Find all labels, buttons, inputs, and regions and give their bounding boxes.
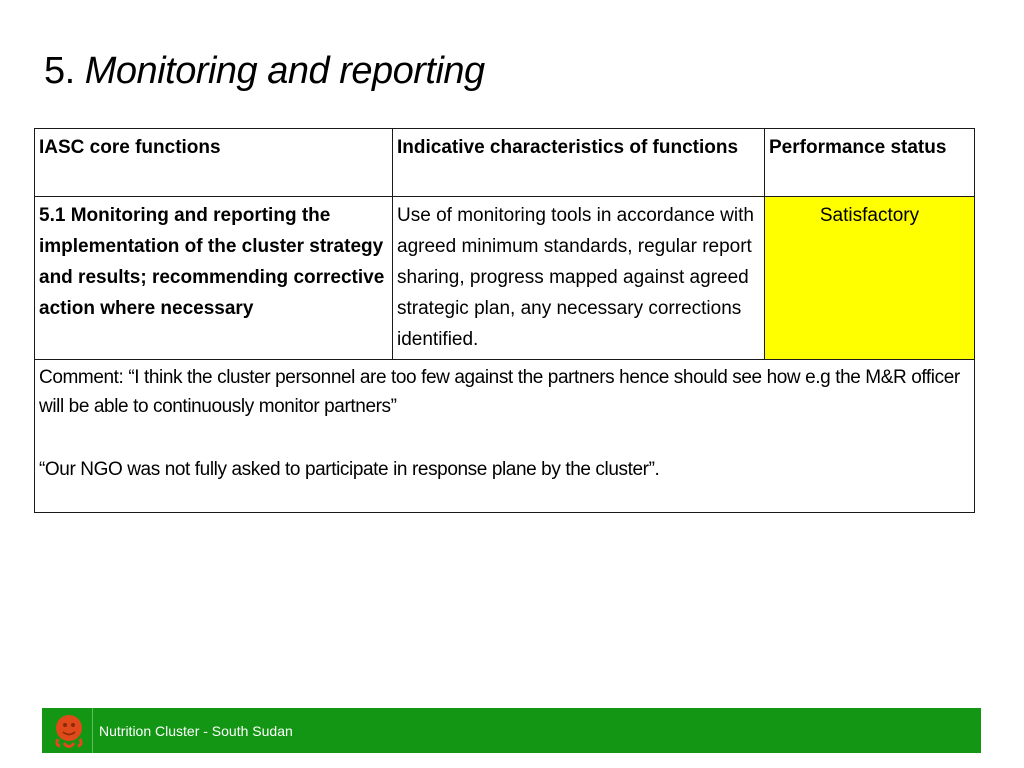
table-header-row bbox=[35, 129, 975, 197]
slide-title-text: Monitoring and reporting bbox=[84, 50, 485, 92]
header-indicative-characteristics: Indicative characteristics of functions bbox=[393, 129, 765, 197]
slide-number: 5. bbox=[44, 50, 75, 92]
functions-table bbox=[34, 128, 975, 513]
status-cell: Satisfactory bbox=[765, 197, 975, 360]
comment-text-2: “Our NGO was not fully asked to participate in response plane by the cluster”. bbox=[39, 459, 660, 480]
table-row bbox=[35, 197, 975, 360]
header-performance-status: Performance status bbox=[765, 129, 975, 197]
characteristics-cell: Use of monitoring tools in accordance with agreed minimum standards, regular report sharing, progress mapped against agreed strategic plan, any necessary corrections identified. bbox=[393, 197, 765, 360]
function-cell: 5.1 Monitoring and reporting the implementation of the cluster strategy and results; recommending corrective action where necessary bbox=[35, 197, 393, 360]
slide-title bbox=[44, 44, 485, 98]
footer-bar bbox=[42, 708, 981, 753]
nutrition-cluster-logo-icon bbox=[42, 708, 93, 753]
logo-graphic bbox=[52, 713, 86, 751]
header-iasc-core-functions: IASC core functions bbox=[35, 129, 393, 197]
footer-text: Nutrition Cluster - South Sudan bbox=[99, 722, 293, 739]
comment-row bbox=[35, 360, 975, 513]
comment-cell bbox=[35, 360, 975, 513]
comment-text-1: Comment: “I think the cluster personnel are too few against the partners hence should see how e.g the M&R officer will be able to continuously monitor partners” bbox=[39, 367, 960, 417]
